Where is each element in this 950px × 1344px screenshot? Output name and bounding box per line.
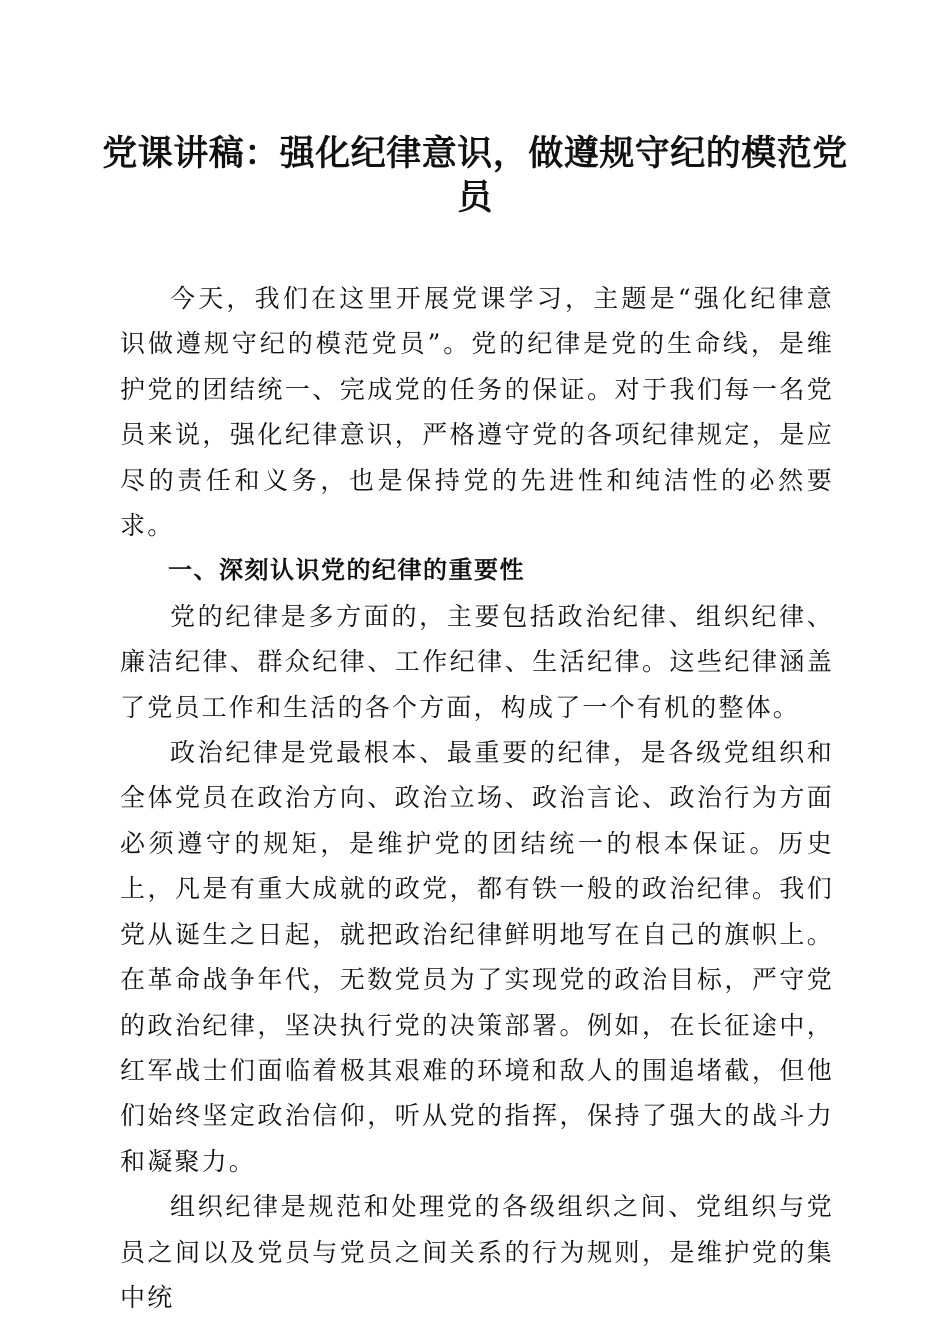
intro-paragraph: 今天，我们在这里开展党课学习，主题是“强化纪律意识做遵规守纪的模范党员”。党的纪律是党的生命线，是维护党的团结统一、完成党的任务的保证。对于我们每一名党员来说，强化纪律意识，严格遵守党的各项纪律规定，是应尽的责任和义务，也是保持党的先进性和纯洁性的必然要求。 bbox=[120, 284, 834, 541]
body-paragraph: 政治纪律是党最根本、最重要的纪律，是各级党组织和全体党员在政治方向、政治立场、政治言论、政治行为方面必须遵守的规矩，是维护党的团结统一的根本保证。历史上，凡是有重大成就的政党，都有铁一般的政治纪律。我们党从诞生之日起，就把政治纪律鲜明地写在自己的旗帜上。在革命战争年代，无数党员为了实现党的政治目标，严守党的政治纪律，坚决执行党的决策部署。例如，在长征途中，红军战士们面临着极其艰难的环境和敌人的围追堵截，但他们始终坚定政治信仰，听从党的指挥，保持了强大的战斗力和凝聚力。 bbox=[120, 738, 834, 1176]
section-heading: 一、深刻认识党的纪律的重要性 bbox=[168, 556, 525, 585]
document-body bbox=[120, 276, 834, 1320]
body-paragraph: 党的纪律是多方面的，主要包括政治纪律、组织纪律、廉洁纪律、群众纪律、工作纪律、生活纪律。这些纪律涵盖了党员工作和生活的各个方面，构成了一个有机的整体。 bbox=[120, 601, 834, 722]
body-paragraph: 组织纪律是规范和处理党的各级组织之间、党组织与党员之间以及党员与党员之间关系的行为规则，是维护党的集中统 bbox=[120, 1192, 834, 1312]
document-title: 党课讲稿：强化纪律意识，做遵规守纪的模范党员 bbox=[102, 133, 848, 218]
